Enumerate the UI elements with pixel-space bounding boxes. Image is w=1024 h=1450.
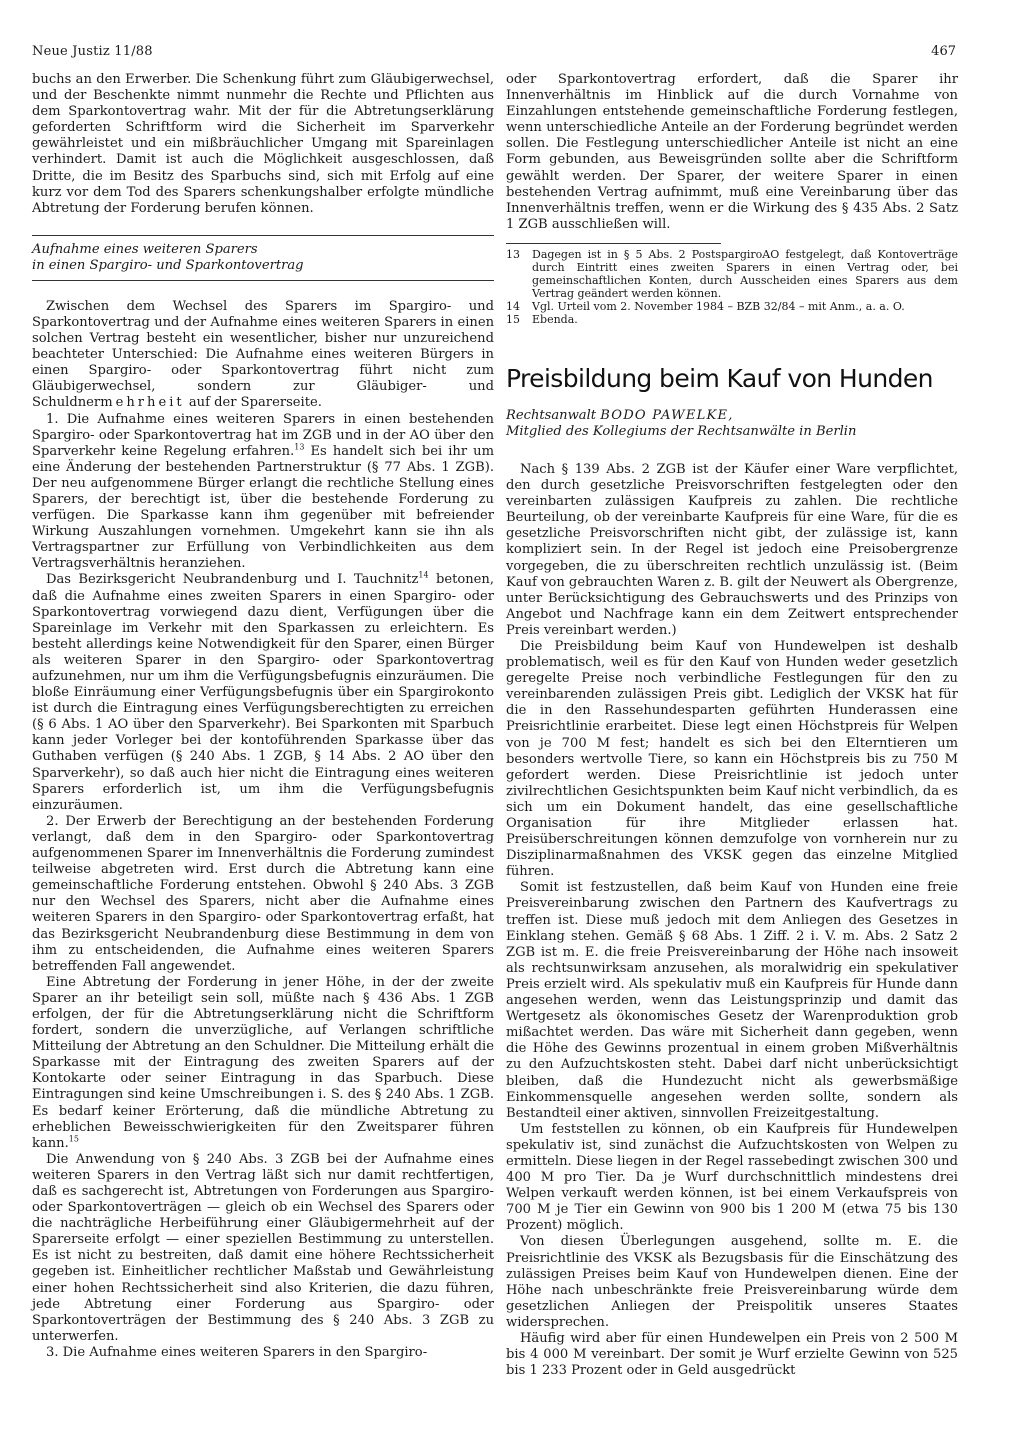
paragraph: Somit ist festzustellen, daß beim Kauf von Hunden eine freie Preisvereinbarung zwischen den Partnern des Kaufvertrags zu treffen ist. Diese muß jedoch mit dem Anliegen des Gesetzes in Einklang stehen. Gemäß § 68 Abs. 1 Ziff. 2 i. V. m. Abs. 2 Satz 2 ZGB ist m. E. die freie Preisvereinbarung der Höhe nach insoweit als rechtsunwirksam anzusehen, als moralwidrig ein spekulativer Preis erzielt wird. Als spekulativ muß ein Kaufpreis für Hunde dann angesehen werden, wenn das Leistungsprinzip und damit das Wertgesetz als ökonomisches Gesetz der Warenproduktion grob mißachtet werden. Das wäre mit Sicherheit dann gegeben, wenn die Höhe des Gewinns prozentual in einem groben Mißverhältnis zu den Aufzuchtskosten steht. Dabei darf nicht unberücksichtigt bleiben, daß die Hundezucht nicht als gewerbsmäßige Einkommensquelle angesehen werden sollte, sondern als Bestandteil einer aktiven, sinnvollen Freizeitgestaltung. — [506, 880, 958, 1121]
running-header-journal: Neue Justiz 11/88 — [32, 44, 153, 59]
section-rule — [32, 280, 494, 281]
paragraph: Häufig wird aber für einen Hundewelpen ein Preis von 2 500 M bis 4 000 M vereinbart. Der somit je Wurf erzielte Gewinn von 525 bis 1 233 Prozent oder in Geld ausgedrückt — [506, 1331, 958, 1379]
paragraph — [32, 412, 494, 573]
paragraph — [32, 572, 494, 813]
footnote-text: Vgl. Urteil vom 2. November 1984 – BZB 32/84 – mit Anm., a. a. O. — [532, 299, 905, 313]
paragraph: oder Sparkontovertrag erfordert, daß die Sparer ihr Innenverhältnis im Hinblick auf die durch Vornahme von Einzahlungen entstehende gemeinschaftliche Forderung festlegen, wenn unterschiedliche Anteile an der Forderung begründet werden sollen. Die Festlegung unterschiedlicher Anteile ist nicht an eine Form gebunden, aus Beweisgründen sollte aber die Schriftform gewählt werden. Der Sparer, der weitere Sparer in einen bestehenden Vertrag aufnimmt, muß eine Vereinbarung über das Innenverhältnis treffen, wenn er die Wirkung des § 435 Abs. 2 Satz 1 ZGB ausschließen will. — [506, 72, 958, 232]
footnotes — [506, 248, 958, 326]
footnote-number: 15 — [506, 312, 520, 326]
footnote-rule — [506, 243, 721, 244]
byline-prefix: Rechtsanwalt — [506, 407, 601, 423]
paragraph — [32, 975, 494, 1152]
subheading-line: Aufnahme eines weiteren Sparers — [32, 241, 258, 257]
footnote-text: Dagegen ist in § 5 Abs. 2 PostspargiroAO festgelegt, daß Kontoverträge durch Eintritt eines zweiten Sparers in einen Vertrag oder, bei gemeinschaftlichen Konten, durch Ausscheiden eines Sparers aus dem Vertrag geändert werden können. — [532, 247, 958, 300]
footnote-ref: 15 — [68, 1134, 79, 1144]
paragraph: 3. Die Aufnahme eines weiteren Sparers in den Spargiro- — [46, 1344, 428, 1360]
footnote — [506, 300, 958, 313]
paragraph: buchs an den Erwerber. Die Schenkung führt zum Gläubigerwechsel, und der Beschenkte nimmt nunmehr die Rechte und Pflichten aus dem Sparkontovertrag wahr. Mit der für die Abtretungserklärung geforderten Schriftform wird die Sicherheit im Sparverkehr gewährleistet und ein mißbräuchlicher Umgang mit Spareinlagen verhindert. Damit ist auch die Möglichkeit ausgeschlossen, daß Dritte, die im Besitz des Sparbuchs sind, sich mit Erfolg auf eine kurz vor dem Tod des Sparers schenkungshalber erfolgte mündliche Abtretung der Forderung berufen können. — [32, 72, 494, 216]
byline-line — [506, 408, 958, 424]
footnote-ref: 13 — [294, 442, 305, 452]
right-column — [506, 72, 958, 1379]
paragraph: Um feststellen zu können, ob ein Kaufpreis für Hundewelpen spekulativ ist, sind zunächst die Aufzuchtskosten von Welpen zu ermitteln. Diese liegen in der Regel rassebedingt zwischen 300 und 400 M pro Tier. Da je Wurf durchschnittlich mindestens drei Welpen verkauft werden können, ist bei einem Verkaufspreis von 700 M je Tier ein Gewinn von 900 bis 1 200 M (etwa 75 bis 130 Prozent) möglich. — [506, 1121, 958, 1234]
text-run: Es handelt sich bei ihr um eine Änderung der bestehenden Partnerstruktur (§ 77 Abs. 1 ZGB). Der neu aufgenommene Bürger erlangt die rechtliche Stellung eines Sparers, der berechtigt ist, über die bestehende Forderung zu verfügen. Die Sparkasse kann ihm gegenüber mit befreiender Wirkung Auszahlungen vornehmen. Umgekehrt kann sie ihn als Vertragspartner zur Erfüllung von Verbindlichkeiten aus dem Vertragsverhältnis heranziehen. — [32, 443, 494, 572]
paragraph: 2. Der Erwerb der Berechtigung an der bestehenden Forderung verlangt, daß dem in den Spargiro- oder Sparkontovertrag aufgenommenen Sparer im Innenverhältnis die Forderung zumindest teilweise abgetreten wird. Erst durch die Abtretung kann eine gemeinschaftliche Forderung entstehen. Obwohl § 240 Abs. 3 ZGB nur den Wechsel des Sparers, nicht aber die Aufnahme eines weiteren Sparers in den Spargiro- oder Sparkontovertrag erfaßt, hat das Bezirksgericht Neubrandenburg diese Bestimmung in dem von ihm zu entscheidenden, die Aufnahme eines weiteren Sparers betreffenden Fall angewendet. — [32, 813, 494, 974]
paragraph: Nach § 139 Abs. 2 ZGB ist der Käufer einer Ware verpflichtet, den durch gesetzliche Preisvorschriften festgelegten oder den vereinbarten zulässigen Kaufpreis zu zahlen. Die rechtliche Beurteilung, ob der vereinbarte Kaufpreis für eine Ware, für die es gesetzliche Preisvorschriften nicht gibt, der zulässige ist, kann kompliziert sein. In der Regel ist jedoch eine Preisobergrenze vorgegeben, die zu überschreiten rechtlich unzulässig ist. (Beim Kauf von gebrauchten Waren z. B. gilt der Neuwert als Obergrenze, unter Berücksichtigung des Gebrauchswerts und des Prinzips von Angebot und Nachfrage kann ein dem Zeitwert entsprechender Preis vereinbart werden.) — [506, 461, 958, 638]
text-run: auf der Sparerseite. — [184, 395, 322, 411]
author-name: BODO PAWELKE, — [600, 407, 734, 423]
left-column — [32, 72, 494, 1361]
article-title: Preisbildung beim Kauf von Hunden — [506, 363, 933, 393]
footnote-number: 13 — [506, 247, 520, 261]
text-run: betonen, daß die Aufnahme eines zweiten Sparers in einen Spargiro- oder Sparkontovertrag vorwiegend dazu dient, Verfügungen über die Spareinlage im Verkehr mit den Sparkassen zu erleichtern. Es besteht allerdings keine Notwendigkeit für den Sparer, einen Bürger als weiteren Sparer in den Spargiro- oder Sparkontovertrag aufzunehmen, nur um ihm die Verfügungsbefugnis einzuräumen. Die bloße Einräumung einer Verfügungsbefugnis über ein Spargirokonto ist durch die Eintragung eines Verfügungsberechtigten zu erreichen (§ 6 Abs. 1 AO über den Sparverkehr). Bei Sparkonten mit Sparbuch kann jeder Vorleger bei der kontoführenden Sparkasse über das Guthaben verfügen (§ 240 Abs. 1 ZGB, § 14 Abs. 2 AO über den Sparverkehr), so daß auch hier nicht die Eintragung eines weiteren Sparers erforderlich ist, um ihm die Verfügungsbefugnis einzuräumen. — [32, 572, 495, 813]
paragraph: Von diesen Überlegungen ausgehend, sollte m. E. die Preisrichtlinie des VKSK als Bezugsbasis für die Einschätzung des zulässigen Preises beim Kauf von Hundewelpen dienen. Eine der Höhe nach unbeschränkte freie Preisvereinbarung würde dem gesetzlichen Anliegen der Preispolitik unseres Staates widersprechen. — [506, 1234, 958, 1330]
page-number: 467 — [931, 44, 956, 59]
subheading-line: in einen Spargiro- und Sparkontovertrag — [32, 257, 304, 273]
paragraph: Die Preisbildung beim Kauf von Hundewelpen ist deshalb problematisch, weil es für den Kauf von Hunden weder gesetzlich geregelte Preise noch verbindliche Festlegungen für den zu vereinbarenden zulässigen Preis gibt. Lediglich der VKSK hat für die in den Rassehundesparten geführten Hunderassen eine Preisrichtlinie erarbeitet. Diese legt einen Höchstpreis für Welpen von je 700 M fest; handelt es sich bei den Elterntieren um besonders wertvolle Tiere, so kann ein Höchstpreis bis zu 750 M gefordert werden. Diese Preisrichtlinie ist jedoch unter zivilrechtlichen Gesichtspunkten beim Kauf nicht verbindlich, da es sich um ein Dokument handelt, das eine gesellschaftliche Organisation für ihre Mitglieder erlassen hat. Preisüberschreitungen können demzufolge von vornherein nur zu Disziplinarmaßnahmen des VKSK gegen das einzelne Mitglied führen. — [506, 638, 958, 880]
byline-line: Mitglied des Kollegiums der Rechtsanwälte in Berlin — [506, 423, 857, 439]
footnote — [506, 313, 958, 326]
paragraph — [32, 299, 494, 412]
section-subheading — [32, 242, 494, 274]
text-run: Eine Abtretung der Forderung in jener Höhe, in der der zweite Sparer an ihr beteiligt sein soll, müßte nach § 436 Abs. 1 ZGB erfolgen, der für die Abtretungserklärung nicht die Schriftform fordert, sondern die unverzügliche, auf Verlangen schriftliche Mitteilung der Abtretung an den Schuldner. Die Mitteilung erhält die Sparkasse mit der Eintragung des zweiten Sparers auf der Kontokarte oder seiner Eintragung in das Sparbuch. Diese Eintragungen sind keine Umschreibungen i. S. des § 240 Abs. 1 ZGB. Es bedarf keiner Erörterung, daß die mündliche Abtretung zu erheblichen Beweisschwierigkeiten für den Zweitsparer führen kann. — [32, 974, 494, 1151]
text-run: 1. Die Aufnahme eines weiteren Sparers in einen bestehenden Spargiro- oder Sparkontovertrag hat im ZGB und in der AO über den Sparverkehr keine Regelung erfahren. — [32, 411, 494, 459]
byline — [506, 408, 958, 440]
emphasis-spaced: mehrheit — [100, 395, 185, 411]
footnote-number: 14 — [506, 299, 520, 313]
text-run: Zwischen dem Wechsel des Sparers im Spargiro- und Sparkontovertrag und der Aufnahme eines weiteren Sparers in einen solchen Vertrag besteht ein wesentlicher, bisher nur unzureichend beachteter Unterschied: Die Aufnahme eines weiteren Bürgers in einen Spargiro- oder Sparkontovertrag führt nicht zum Gläubigerwechsel, sondern zur Gläubiger- und Schuldner — [32, 298, 494, 411]
footnote — [506, 248, 958, 300]
text-run: Das Bezirksgericht Neubrandenburg und I. Tauchnitz — [46, 572, 419, 588]
section-rule — [32, 235, 494, 236]
footnote-ref: 14 — [418, 571, 429, 581]
paragraph: Die Anwendung von § 240 Abs. 3 ZGB bei der Aufnahme eines weiteren Sparers in den Vertrag läßt sich nur damit rechtfertigen, daß es sachgerecht ist, Abtretungen von Forderungen aus Spargiro- oder Sparkontoverträgen — gleich ob ein Wechsel des Sparers oder die nachträgliche Herbeiführung einer Gläubigermehrheit auf der Sparerseite erfolgt — einer speziellen Bestimmung zu unterstellen. Es ist nicht zu bestreiten, daß damit eine höhere Rechtssicherheit gegeben ist. Einheitlicher rechtlicher Maßstab und Gewährleistung einer hohen Rechtssicherheit sind also Kriterien, die dazu führen, jede Abtretung einer Forderung aus Spargiro- oder Sparkontoverträgen der Bestimmung des § 240 Abs. 3 ZGB zu unterwerfen. — [32, 1151, 494, 1344]
footnote-text: Ebenda. — [532, 312, 578, 326]
